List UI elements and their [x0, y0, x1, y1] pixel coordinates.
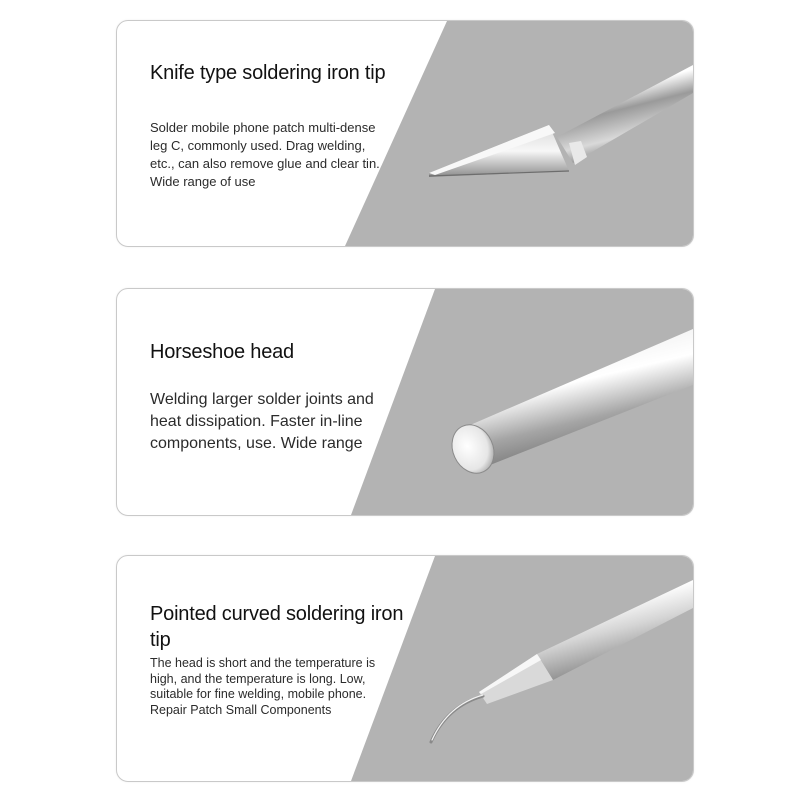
card-description: The head is short and the temperature is high, and the temperature is long. Low, suitable for fine welding, mobile phone. Repair Patch Small Components [150, 656, 376, 717]
product-card-knife-tip [116, 20, 694, 247]
card-title: Knife type soldering iron tip [150, 62, 386, 84]
product-card-horseshoe-head [116, 288, 694, 516]
card-title: Pointed curved soldering iron tip [150, 603, 404, 651]
card-description: Welding larger solder joints and heat dissipation. Faster in-line components, use. Wide range [150, 391, 374, 452]
product-card-curved-tip [116, 555, 694, 782]
card-description: Solder mobile phone patch multi-dense leg C, commonly used. Drag welding, etc., can also remove glue and clear tin. Wide range of use [150, 120, 380, 189]
card-title: Horseshoe head [150, 341, 294, 363]
